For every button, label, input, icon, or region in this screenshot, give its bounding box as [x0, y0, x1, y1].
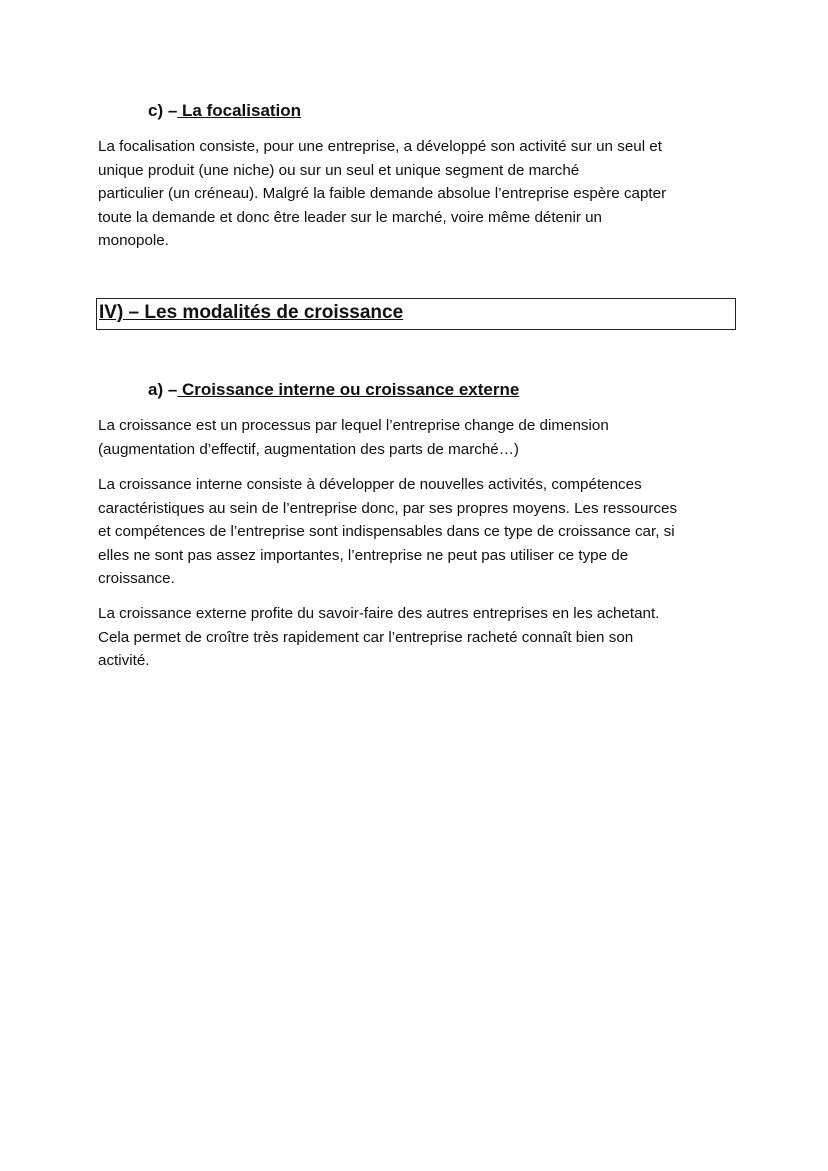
section-heading-box: [96, 298, 736, 330]
subheading-prefix: a) –: [148, 380, 178, 399]
subheading-croissance: [148, 380, 519, 400]
paragraph-line: particulier (un créneau). Malgré la faible demande absolue l’entreprise espère capter: [98, 185, 667, 202]
paragraph-line: elles ne sont pas assez importantes, l’entreprise ne peut pas utiliser ce type de: [98, 546, 629, 564]
paragraph-line: croissance.: [98, 570, 175, 587]
paragraph-line: (augmentation d’effectif, augmentation des parts de marché…): [98, 440, 519, 458]
paragraph-line: activité.: [98, 652, 150, 669]
paragraph-line: unique produit (une niche) ou sur un seul et unique segment de marché: [98, 161, 580, 179]
paragraph-line: monopole.: [98, 232, 169, 249]
subheading-focalisation: [148, 101, 301, 121]
paragraph-line: La croissance externe profite du savoir-faire des autres entreprises en les achetant.: [98, 605, 660, 622]
paragraph-line: Cela permet de croître très rapidement car l’entreprise racheté connaît bien son: [98, 628, 634, 646]
paragraph-line: La focalisation consiste, pour une entreprise, a développé son activité sur un seul et: [98, 138, 662, 155]
paragraph-croissance-interne: [98, 473, 738, 591]
section-title: IV) – Les modalités de croissance: [99, 302, 404, 323]
subheading-prefix: c) –: [148, 101, 178, 120]
paragraph-croissance-externe: [98, 602, 738, 673]
subheading-title: La focalisation: [177, 101, 302, 120]
subheading-title: Croissance interne ou croissance externe: [177, 380, 520, 399]
paragraph-croissance-definition: [98, 414, 738, 461]
paragraph-line: La croissance interne consiste à développer de nouvelles activités, compétences: [98, 476, 642, 493]
paragraph-line: caractéristiques au sein de l’entreprise donc, par ses propres moyens. Les ressources: [98, 499, 678, 517]
paragraph-focalisation: [98, 135, 738, 253]
paragraph-line: toute la demande et donc être leader sur le marché, voire même détenir un: [98, 208, 602, 226]
paragraph-line: La croissance est un processus par lequel l’entreprise change de dimension: [98, 417, 609, 434]
paragraph-line: et compétences de l’entreprise sont indispensables dans ce type de croissance car, si: [98, 523, 675, 540]
